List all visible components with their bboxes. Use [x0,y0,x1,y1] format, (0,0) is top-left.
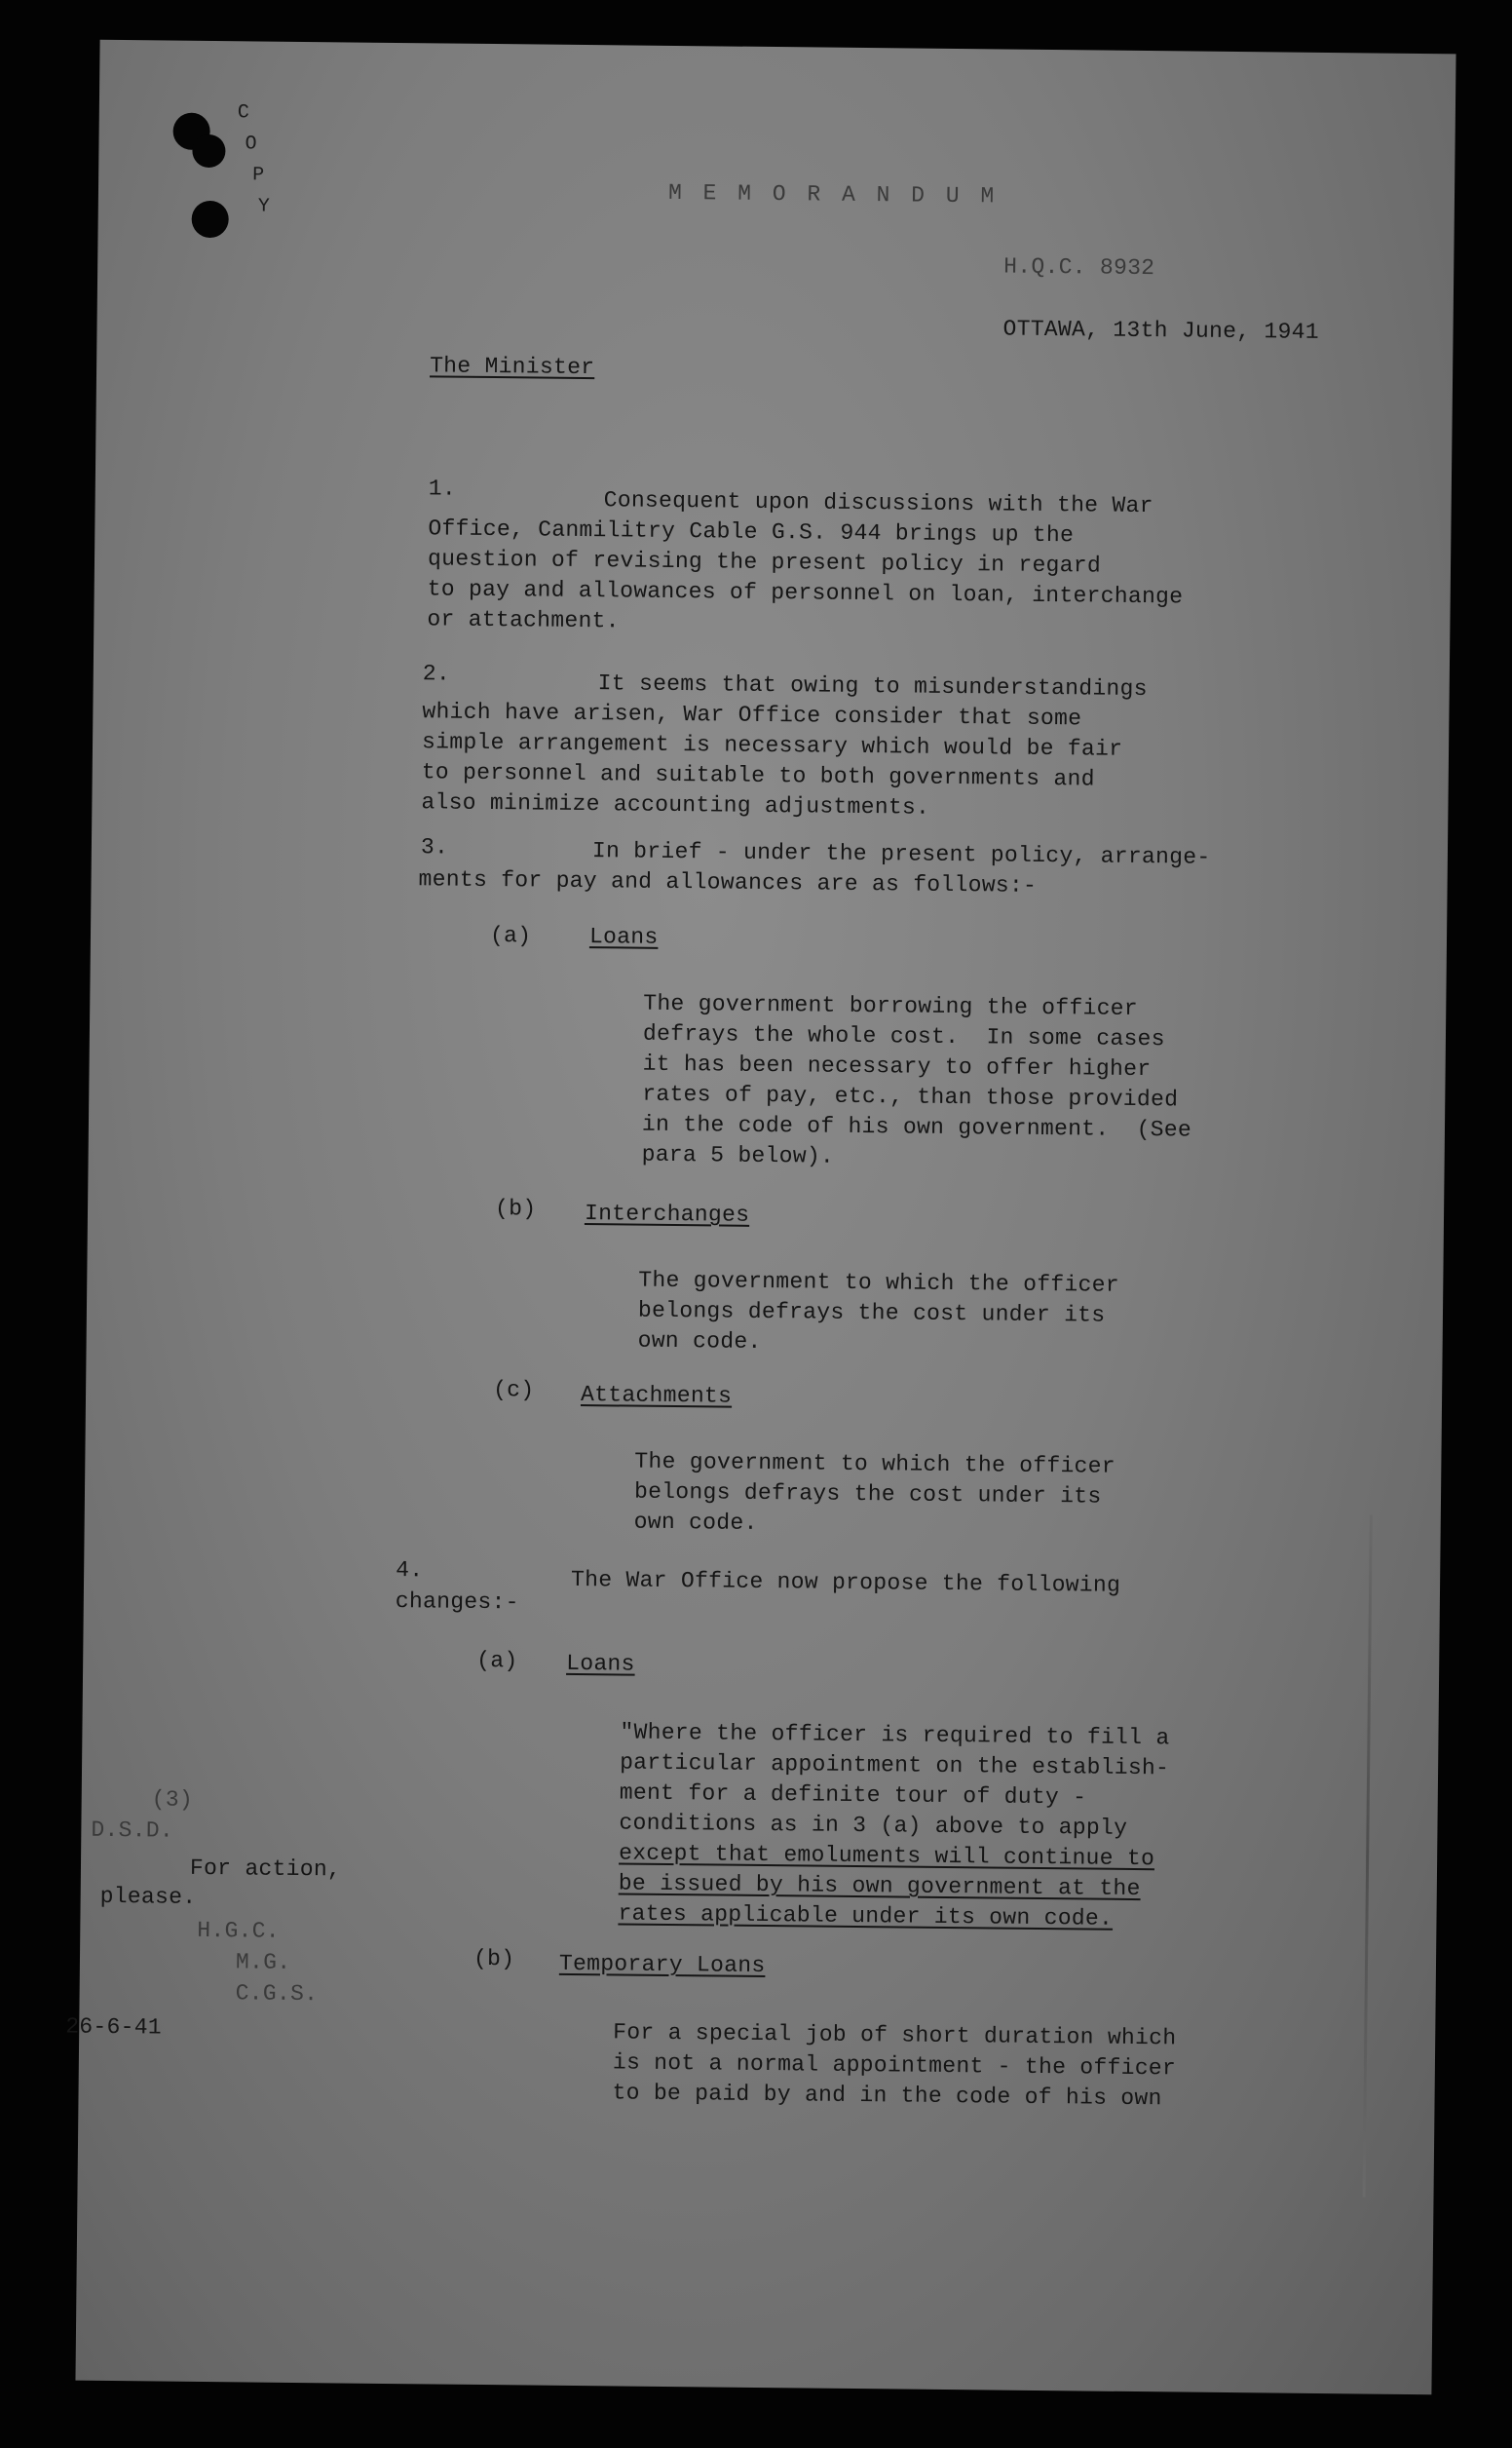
copy-stamp-letter: O [245,133,257,156]
para3a-line: The government borrowing the officer [643,990,1139,1021]
para2-number: 2. [422,661,451,687]
para2-line: It seems that owing to misunderstandings [597,670,1148,703]
margin-note-line: please. [99,1883,197,1910]
para3c-line: belongs defrays the cost under its [633,1478,1102,1510]
para4a-underlined-line: except that emoluments will continue to [619,1840,1155,1872]
para4b-line: to be paid by and in the code of his own [612,2080,1162,2112]
para4b-title: Temporary Loans [558,1950,766,1979]
para2-line: simple arrangement is necessary which would be fair [421,729,1123,762]
para4-line: changes:- [395,1588,519,1616]
para4a-title: Loans [566,1650,635,1677]
para2-line: which have arisen, War Office consider that some [422,699,1082,732]
para3b-line: belongs defrays the cost under its [637,1297,1106,1328]
para3a-line: defrays the whole cost. In some cases [642,1020,1165,1052]
para3b-line: The government to which the officer [638,1267,1120,1298]
para2-line: to personnel and suitable to both governments and [421,759,1095,792]
para3b-title: Interchanges [584,1201,750,1228]
para4a-underlined-line: be issued by his own government at the [618,1870,1141,1902]
margin-note-line: (3) [151,1786,194,1813]
para3a-line: it has been necessary to offer higher [642,1051,1152,1083]
margin-note-line: H.G.C. [197,1917,281,1944]
para3a-label: (a) [489,923,532,949]
document-page [65,40,1455,2394]
para4b-line: is not a normal appointment - the officer [612,2049,1177,2082]
para4-line: The War Office now propose the following [570,1566,1121,1598]
punch-hole [191,201,228,238]
copy-stamp-letter: Y [257,195,270,218]
para3-number: 3. [420,834,449,861]
para4-number: 4. [396,1557,424,1584]
punch-hole [192,134,225,168]
para1-line: Consequent upon discussions with the War [603,487,1153,519]
para1-line: to pay and allowances of personnel on loan, interchange [427,576,1184,610]
place-date: OTTAWA, 13th June, 1941 [1002,316,1320,345]
para4b-line: For a special job of short duration which [613,2019,1177,2051]
margin-note-line: D.S.D. [91,1817,174,1844]
para3a-line: in the code of his own government. (See [641,1111,1192,1143]
margin-note-line: M.G. [235,1949,291,1975]
para1-line: Office, Canmilitry Cable G.S. 944 brings up the [428,516,1075,549]
para4b-label: (b) [472,1945,515,1972]
para4a-label: (a) [476,1647,518,1674]
para3c-line: own code. [633,1509,758,1536]
para3a-line: para 5 below). [641,1141,835,1169]
para1-line: question of revising the present policy in regard [427,546,1102,579]
addressee: The Minister [429,353,595,381]
para1-line: or attachment. [427,606,620,634]
margin-note-line: For action, [189,1855,342,1883]
copy-stamp-letter: C [237,101,249,125]
margin-note-line: C.G.S. [235,1980,319,2008]
para3b-label: (b) [494,1196,537,1222]
copy-stamp-letter: P [252,164,265,187]
para2-line: also minimize accounting adjustments. [421,789,930,821]
para3-line: ments for pay and allowances are as follows:- [418,866,1038,899]
margin-note-line: 26-6-41 [65,2013,163,2041]
para4a-line: particular appointment on the establish- [619,1749,1170,1781]
para3a-title: Loans [588,924,659,950]
para4a-line: conditions as in 3 (a) above to apply [619,1810,1128,1841]
para3c-label: (c) [492,1377,535,1403]
memorandum-heading: M E M O R A N D U M [667,179,999,210]
para3c-title: Attachments [580,1382,733,1409]
para4a-line: "Where the officer is required to fill a [620,1719,1170,1751]
para1-number: 1. [428,476,457,502]
reference-number: H.Q.C. 8932 [1003,253,1155,282]
para4a-line: ment for a definite tour of duty - [619,1779,1087,1811]
para3-line: In brief - under the present policy, arrange- [591,838,1211,870]
para4a-underlined-line: rates applicable under its own code. [618,1900,1114,1932]
para3b-line: own code. [637,1327,762,1355]
para3c-line: The government to which the officer [634,1448,1116,1479]
para3a-line: rates of pay, etc., than those provided [642,1081,1179,1113]
paper-fold [1363,1515,1373,2198]
